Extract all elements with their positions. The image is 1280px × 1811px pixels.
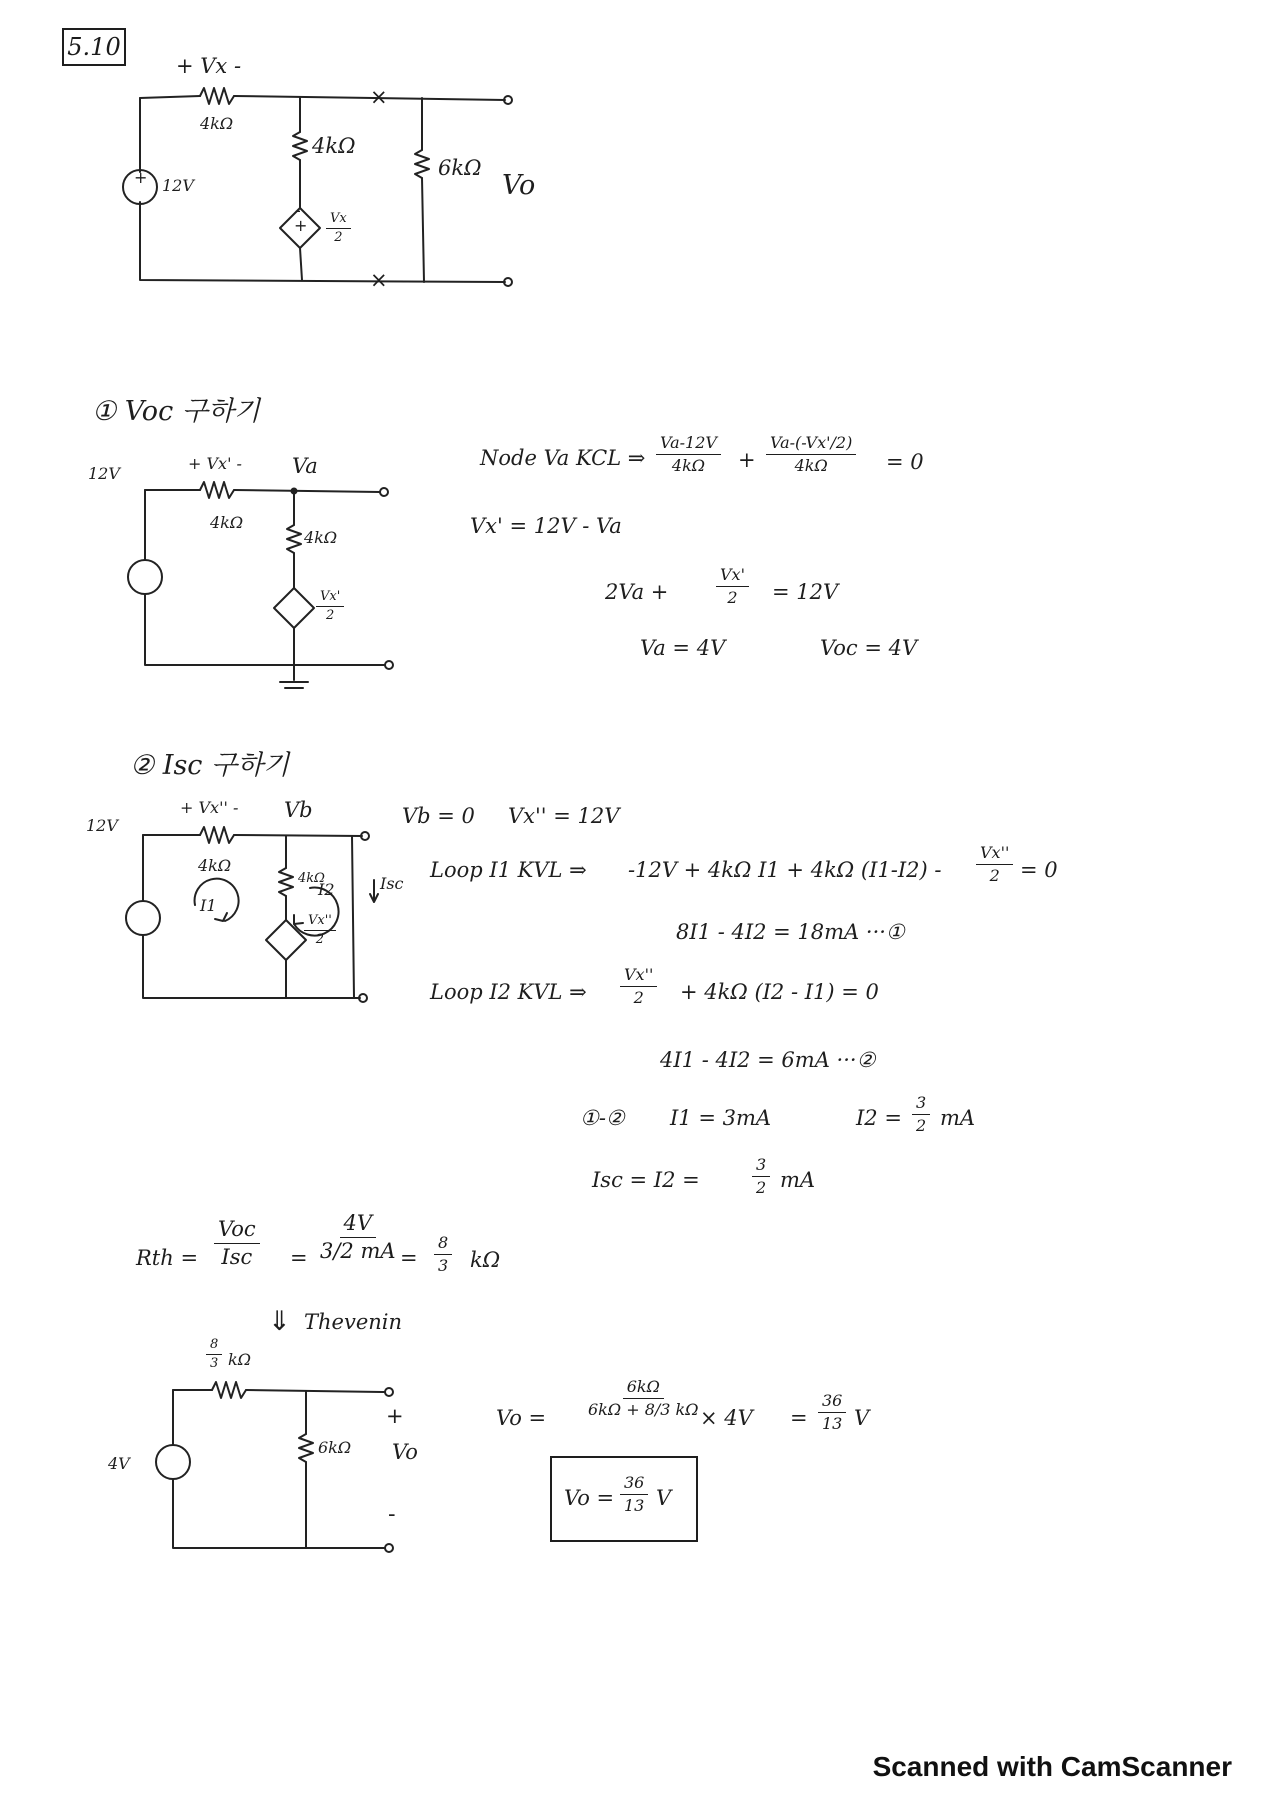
rth-fraction-1: Voc Isc	[214, 1218, 260, 1269]
final-times: × 4V	[700, 1406, 753, 1430]
final-answer-box	[550, 1456, 698, 1542]
step2-solve-prefix: ①-②	[580, 1106, 625, 1130]
step1-dep-value: $\frac{Vx'}{2}$	[316, 590, 344, 624]
thevenin-load-label: 6kΩ	[318, 1438, 352, 1457]
step2-heading: ② Isc 구하기	[130, 750, 290, 781]
main-vo-label: Vo	[502, 170, 536, 201]
step2-isc-result-unit: mA	[780, 1168, 816, 1192]
step1-eq2-lhs: 2Va +	[605, 580, 669, 604]
step2-loop2-fraction: $\frac{Vx''}{2}$	[620, 966, 657, 1006]
main-r3-label: 6kΩ	[438, 156, 482, 180]
rth-fraction-2: $\frac{4V}{3/2 mA}$	[320, 1211, 396, 1264]
step2-dep-value: $\frac{Vx''}{2}$	[304, 914, 336, 948]
rth-arrow: ⇓	[268, 1306, 291, 1337]
step2-equation-2: 4I1 - 4I2 = 6mA ···②	[660, 1048, 876, 1072]
rth-fraction-3: $\frac{8}{3}$	[434, 1234, 452, 1274]
step2-i1-label: I1	[200, 896, 217, 915]
thevenin-vo-label: Vo	[392, 1440, 418, 1464]
step2-i2-result-fraction: $\frac{3}{2}$	[912, 1094, 930, 1134]
rth-unit: kΩ	[470, 1248, 501, 1272]
main-source-plus: +	[134, 168, 148, 187]
step1-kcl-term1: $\frac{Va-12V}{4k\Omega}$	[656, 434, 721, 474]
rth-label: Rth =	[136, 1246, 199, 1270]
final-boxed-unit: V	[656, 1486, 672, 1510]
step1-kcl-term2: $\frac{Va-(-Vx'/2)}{4k\Omega}$	[766, 434, 856, 474]
step2-vx-equation: Vx'' = 12V	[508, 804, 620, 828]
step1-va-label: Va	[292, 454, 318, 478]
step2-r2-label: 4kΩ	[298, 871, 325, 886]
step2-i1-result: I1 = 3mA	[670, 1106, 772, 1130]
step1-kcl-eq0: = 0	[886, 450, 924, 474]
step1-vx-equation: Vx' = 12V - Va	[470, 514, 622, 538]
final-boxed-prefix: Vo =	[564, 1486, 615, 1510]
main-r2-label: 4kΩ	[312, 134, 356, 158]
step2-isc-result-fraction: $\frac{3}{2}$	[752, 1156, 770, 1196]
thevenin-plus: +	[386, 1404, 404, 1428]
step2-loop1-eq0: = 0	[1020, 858, 1058, 882]
step2-isc-result-prefix: Isc = I2 =	[592, 1168, 700, 1192]
step1-r2-label: 4kΩ	[304, 528, 338, 547]
step2-vb-label: Vb	[284, 798, 313, 822]
camscanner-watermark: Scanned with CamScanner	[872, 1751, 1232, 1782]
step2-vx-label: + Vx'' -	[180, 798, 239, 817]
thevenin-src-label: 4V	[108, 1454, 130, 1473]
main-vx-label: + Vx -	[176, 54, 242, 78]
step2-i2-result-unit: mA	[940, 1106, 976, 1130]
main-dep-value: $\frac{Vx}{2}$	[326, 212, 351, 246]
step1-voc-result: Voc = 4V	[820, 636, 918, 660]
final-vo-label: Vo =	[496, 1406, 547, 1430]
step1-eq2-rhs: = 12V	[772, 580, 839, 604]
step2-i2-label: I2	[318, 880, 335, 899]
step2-vb-equation: Vb = 0	[402, 804, 475, 828]
step1-kcl-prefix: Node Va KCL ⇒	[480, 446, 646, 470]
step1-heading: ① Voc 구하기	[92, 396, 261, 427]
step1-kcl-plus: +	[738, 448, 756, 472]
step2-src-label: 12V	[86, 816, 118, 835]
final-result-fraction: $\frac{36}{13}$	[818, 1392, 846, 1432]
step1-eq2-fraction: $\frac{Vx'}{2}$	[716, 566, 749, 606]
thevenin-minus: -	[388, 1502, 396, 1526]
main-cut-mark-top: ×	[370, 85, 388, 109]
main-dep-plus: +	[294, 216, 308, 235]
thevenin-circuit-wires	[156, 1382, 393, 1552]
step2-loop2-prefix: Loop I2 KVL ⇒	[430, 980, 587, 1004]
step2-loop1-body: -12V + 4kΩ I1 + 4kΩ (I1-I2) -	[628, 858, 942, 882]
main-cut-mark-bottom: ×	[370, 268, 388, 292]
final-boxed-fraction: $\frac{36}{13}$	[620, 1474, 648, 1514]
main-dep-minus: -	[295, 201, 301, 220]
step2-circuit-wires	[126, 827, 378, 1002]
rth-equals-1: =	[290, 1246, 308, 1270]
thevenin-r-unit: kΩ	[228, 1350, 251, 1369]
main-source-label: 12V	[162, 176, 194, 195]
step2-i2-result-prefix: I2 =	[856, 1106, 902, 1130]
rth-thevenin-label: Thevenin	[304, 1310, 403, 1334]
step1-src-label: 12V	[88, 464, 120, 483]
problem-label: 5.10	[62, 28, 126, 66]
step1-circuit-wires	[128, 482, 393, 688]
final-result-unit: V	[854, 1406, 870, 1430]
step2-r1-label: 4kΩ	[198, 856, 232, 875]
step2-loop2-body: + 4kΩ (I2 - I1) = 0	[680, 980, 879, 1004]
thevenin-r-fraction: $\frac{8}{3}$	[206, 1338, 222, 1372]
rth-equals-2: =	[400, 1246, 418, 1270]
step2-isc-label: Isc	[380, 874, 404, 893]
step1-va-result: Va = 4V	[640, 636, 726, 660]
final-equals: =	[790, 1406, 808, 1430]
final-divider-fraction: $\frac{6k\Omega}{6k\Omega + 8/3 k\Omega}$	[588, 1377, 699, 1419]
step2-loop1-fraction: $\frac{Vx''}{2}$	[976, 844, 1013, 884]
step2-equation-1: 8I1 - 4I2 = 18mA ···①	[676, 920, 905, 944]
main-r1-label: 4kΩ	[200, 114, 234, 133]
step2-loop1-prefix: Loop I1 KVL ⇒	[430, 858, 587, 882]
step1-r1-label: 4kΩ	[210, 513, 244, 532]
step1-vx-label: + Vx' -	[188, 454, 242, 473]
